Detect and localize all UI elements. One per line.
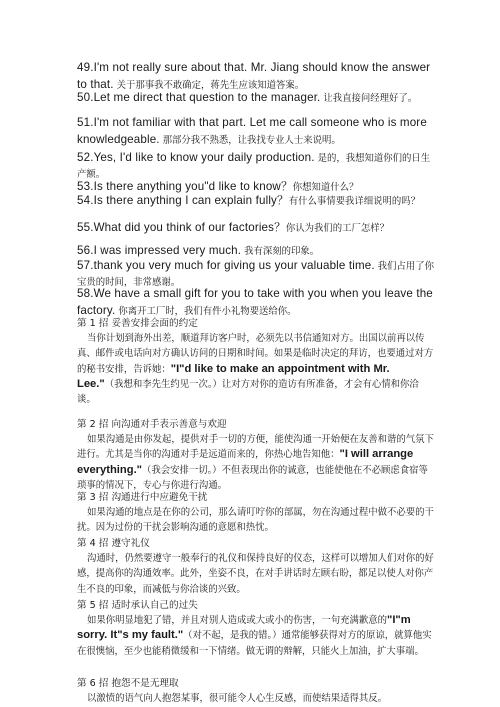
tip-3-heading: 第 3 招 沟通进行中应避免干扰 [77,492,208,503]
phrase-51-cn: 那部分我不熟悉，让我找专业人士来说明。 [159,134,341,146]
tip-2 [77,417,437,493]
phrase-51 [77,115,435,148]
tip-1-body: 当你计划到海外出差，顺道拜访客户时，必须先以书信通知对方。出国以前再以传真、邮件或电话向对方确认访问的日期和时间。如果是临时决定的拜访，也要通过对方的秘书安排，告诉她："I"d like to make an appointment with Mr. Lee."（我想和李先生约见一次。）让对方对你的造访有所准备，才会有心情和你洽谈。 [77,333,434,406]
phrase-54-en: 54.Is there anything I can explain fully？ [77,194,289,207]
tip-3 [77,490,437,536]
tip-4-body: 沟通时，仍然要遵守一般奉行的礼仪和保持良好的仪态，这样可以增加人们对你的好感，提高你的沟通效率。此外，坐姿不良，在对手讲话时左顾右盼，都足以使人对你产生不良的印象，而减低与你洽谈的兴致。 [77,553,434,595]
phrase-51-en: 51.I'm not familiar with that part. Let me call someone who is more knowledgeable. [77,116,427,146]
tip-2-body: 如果沟通是由你发起，提供对手一切的方便，能使沟通一开始便在友善和谐的气氛下进行。尤其是当你的沟通对手是远道而来的，你热心地告知他："I will arrange everything."（我会安排一切。）不但表现出你的诚意，也能使他在不必顾虑食宿等琐事的情况下，专心与你进行沟通。 [77,434,434,491]
tip-4-heading: 第 4 招 遵守礼仪 [77,538,150,549]
phrase-58 [77,286,435,319]
tip-5-quote: "I"m sorry. It"s my fault." [77,614,411,642]
phrase-57-cn: 我们占用了你宝贵的时间，非常感谢。 [77,261,434,288]
phrase-55-en: 55.What did you think of our factories？ [77,221,286,234]
tip-1-heading: 第 1 招 妥善安排会面的约定 [77,318,198,329]
phrase-53-cn: 你想知道什么？ [292,182,359,193]
tip-5 [77,598,437,659]
phrase-49 [77,60,435,93]
tip-6-heading: 第 6 招 抱怨不是无理取 [77,678,179,689]
phrase-58-cn: 你离开工厂时，我们有件小礼物要送给你。 [115,305,297,317]
phrase-50-cn: 让我直接问经理好了。 [320,93,418,104]
phrase-52-cn: 是的，我想知道你们的日生产额。 [77,153,431,180]
phrase-53-en: 53.Is there anything you"d like to know？ [77,180,293,193]
tip-5-body: 如果你明显地犯了错，并且对别人造成或大或小的伤害，一句充满歉意的"I"m sorry. It"s my fault."（对不起，是我的错。）通常能够获得对方的原谅，就算他实在很懊恼，至少也能稍微缓和一下情绪。做无谓的辩解，只能火上加油，扩大事端。 [77,614,432,657]
phrase-56-cn: 我有深刻的印象。 [241,246,320,257]
tip-1 [77,316,437,407]
phrase-57-en: 57.thank you very much for giving us your valuable time. [77,259,375,272]
tip-6-body: 以激愤的语气向人抱怨某事，很可能令人心生反感，而使结果适得其反。 [87,693,388,704]
phrase-54-cn: 有什么事情要我详细说明的吗？ [288,196,421,207]
phrase-49-cn: 关于那事我不敢确定，蒋先生应该知道答案。 [113,79,305,91]
phrase-55 [77,220,435,237]
phrase-58-en: 58.We have a small gift for you to take with you when you leave the factory. [77,287,433,317]
tip-6 [77,676,437,706]
tip-5-heading: 第 5 招 适时承认自己的过失 [77,600,198,611]
phrase-50 [77,90,435,107]
phrase-55-cn: 你认为我们的工厂怎样？ [285,223,389,234]
phrase-54 [77,193,435,210]
phrase-52-en: 52.Yes, I'd like to know your daily production. [77,151,315,164]
tip-2-heading: 第 2 招 向沟通对手表示善意与欢迎 [77,419,227,430]
phrase-50-en: 50.Let me direct that question to the manager. [77,91,321,104]
tip-2-quote: "I will arrange everything." [77,448,414,476]
phrase-49-en: 49.I'm not really sure about that. Mr. Jiang should know the answer to that. [77,61,431,91]
tip-1-quote: "I"d like to make an appointment with Mr. Lee." [77,362,390,390]
phrase-56-en: 56.I was impressed very much. [77,244,242,257]
phrase-52 [77,150,435,182]
tip-3-body: 如果沟通的地点是在你的公司，那么请叮咛你的部属，勿在沟通过程中做不必要的干扰。因为过份的干扰会影响沟通的意愿和热忱。 [77,507,434,534]
tip-4 [77,536,437,597]
